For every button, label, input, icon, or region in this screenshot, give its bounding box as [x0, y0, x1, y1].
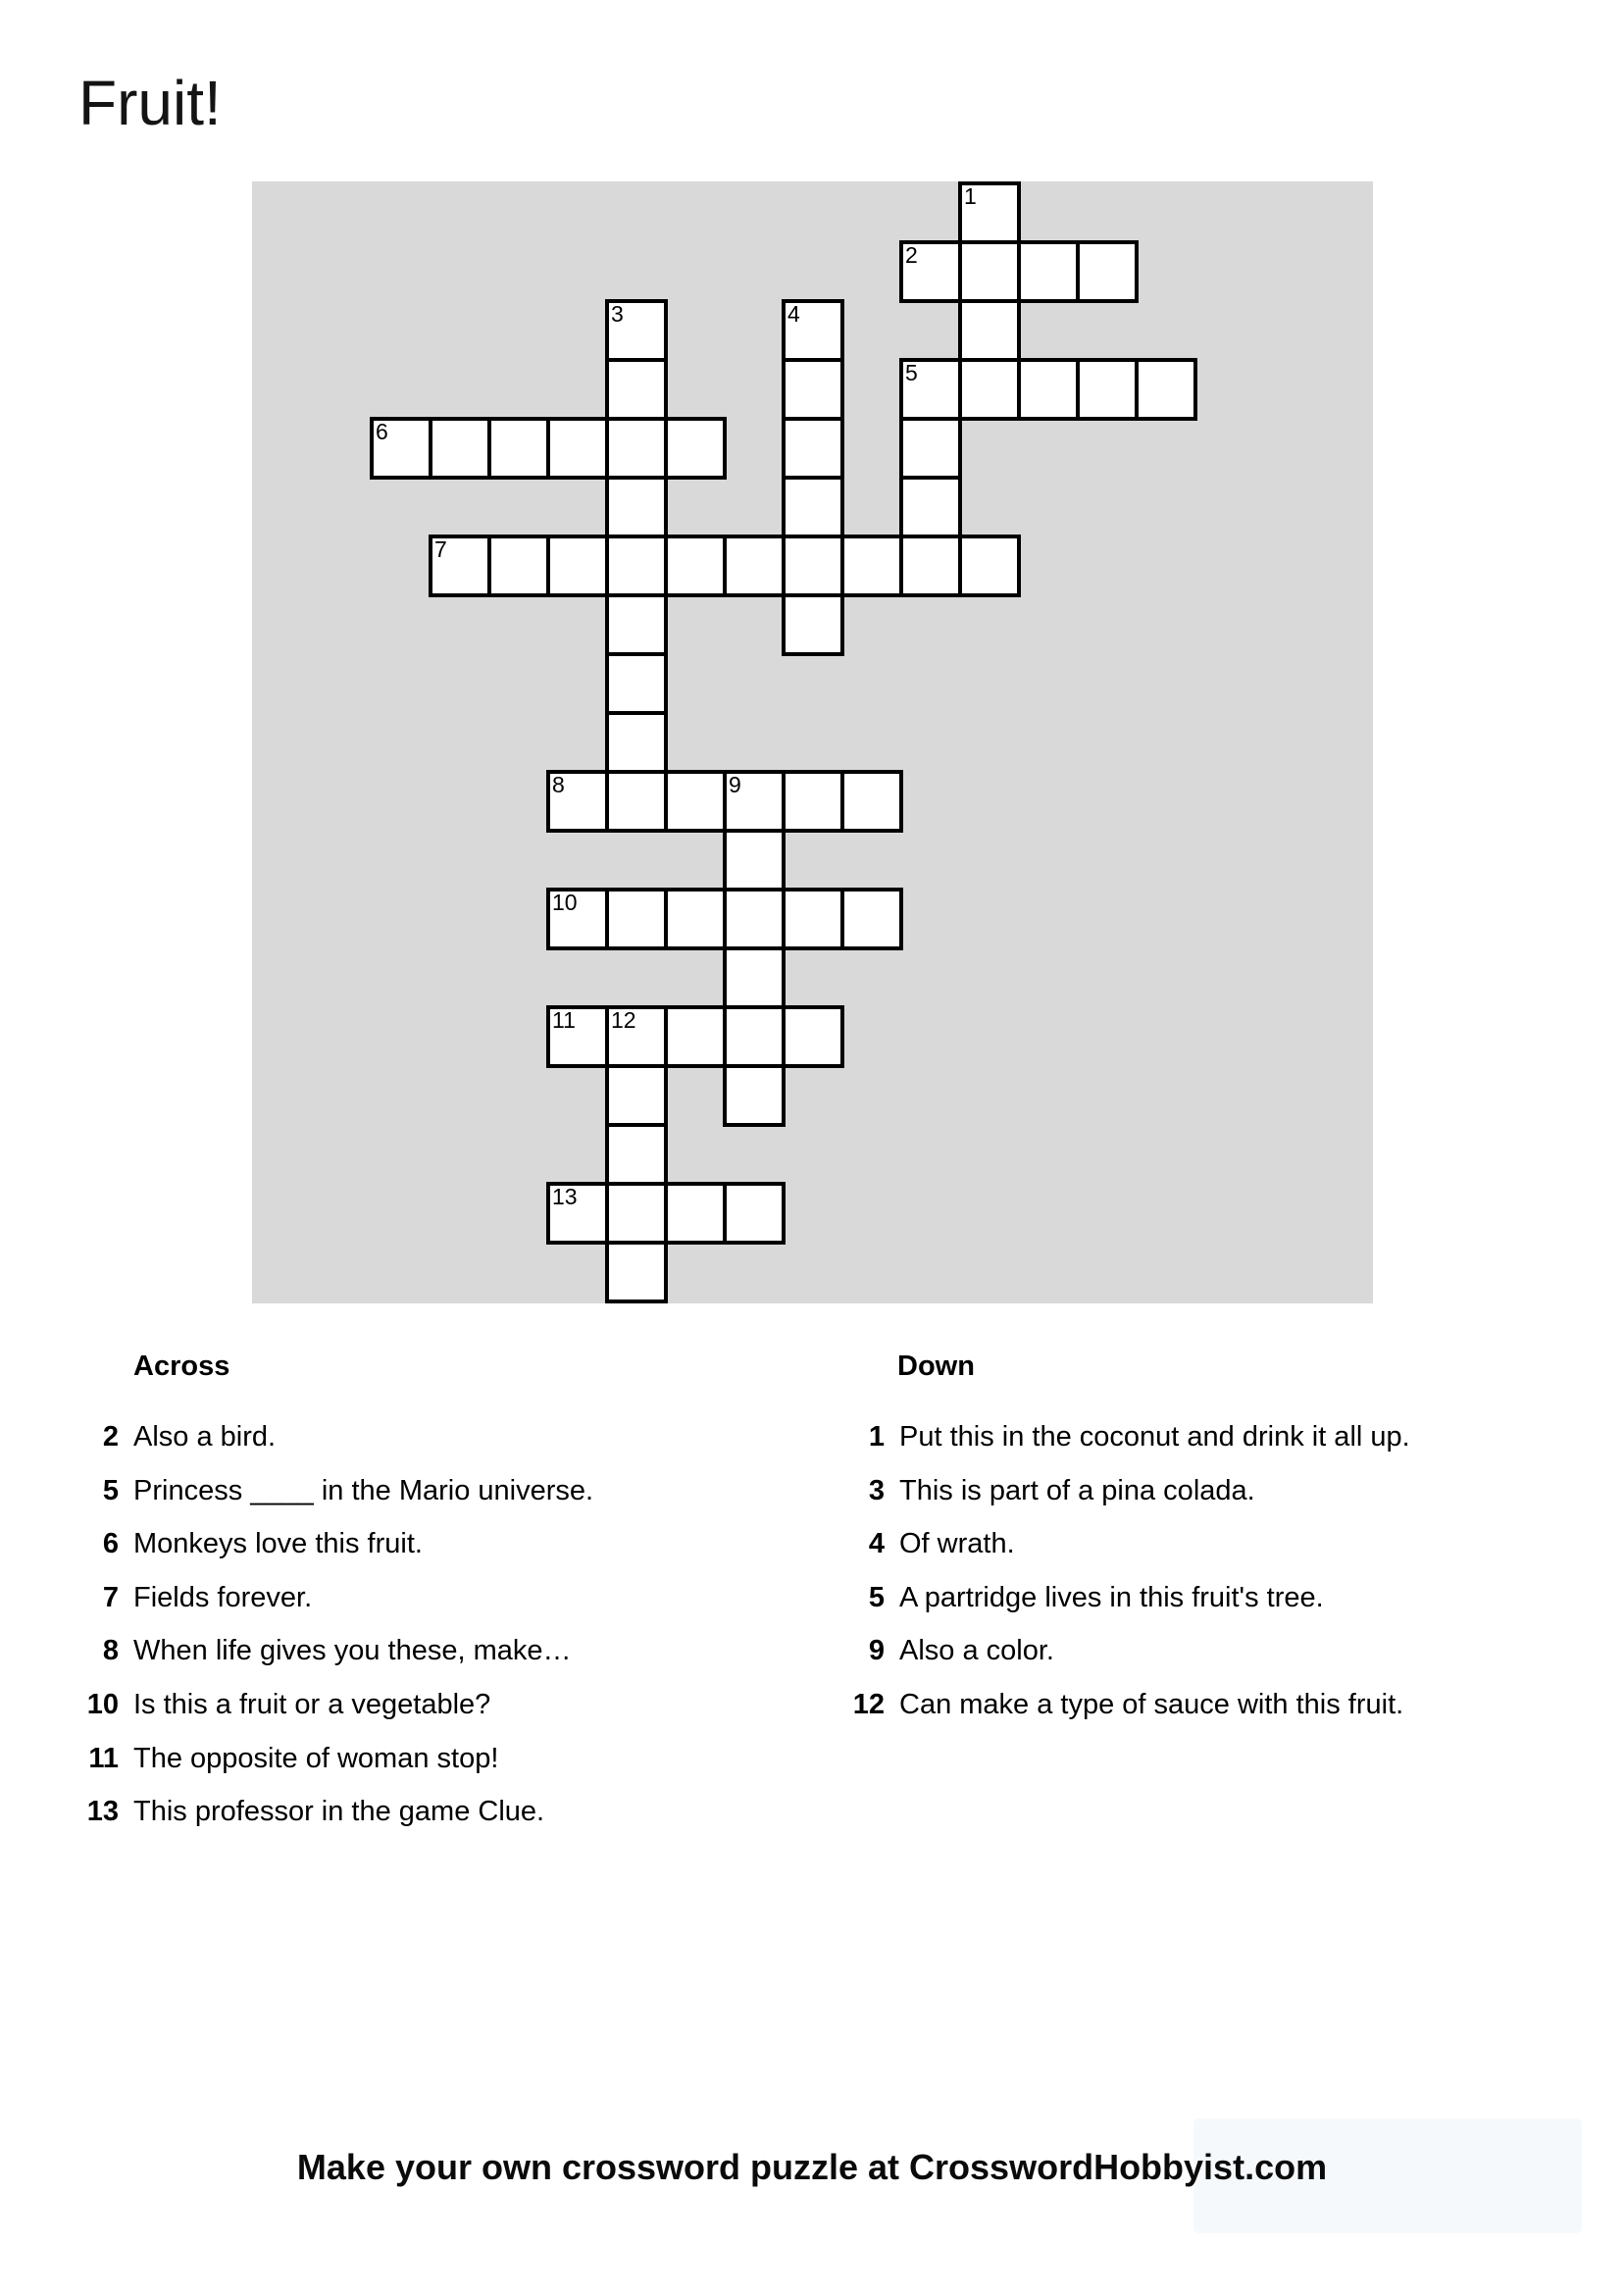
grid-cell[interactable] [546, 888, 609, 950]
clue-row [766, 1421, 1410, 1475]
grid-cell[interactable] [723, 1182, 786, 1245]
clue-text: When life gives you these, make… [133, 1635, 572, 1667]
grid-cell[interactable] [782, 1005, 844, 1068]
grid-cell[interactable] [958, 240, 1021, 303]
grid-cell[interactable] [605, 888, 668, 950]
grid-cell[interactable] [1135, 358, 1197, 421]
grid-cell[interactable] [958, 299, 1021, 362]
grid-cell[interactable] [605, 593, 668, 656]
grid-cell[interactable] [605, 770, 668, 833]
grid-cell[interactable] [664, 417, 727, 480]
clue-text: This professor in the game Clue. [133, 1796, 545, 1828]
cell-number: 9 [729, 772, 741, 797]
clue-row [0, 1689, 593, 1743]
clue-text: Fields forever. [133, 1581, 313, 1613]
clue-row [0, 1582, 593, 1636]
grid-cell[interactable] [546, 1005, 609, 1068]
clue-text: Monkeys love this fruit. [133, 1528, 423, 1560]
cell-number: 6 [376, 419, 388, 444]
cell-number: 8 [552, 772, 565, 797]
clue-number: 10 [86, 1688, 119, 1720]
grid-cell[interactable] [605, 1064, 668, 1127]
clue-text: The opposite of woman stop! [133, 1742, 499, 1774]
grid-cell[interactable] [1017, 358, 1080, 421]
clue-number: 4 [868, 1528, 885, 1560]
clue-number: 2 [102, 1421, 119, 1453]
cell-number: 4 [787, 301, 800, 327]
grid-cell[interactable] [664, 888, 727, 950]
grid-cell[interactable] [840, 888, 903, 950]
clue-text: A partridge lives in this fruit's tree. [899, 1581, 1324, 1613]
grid-cell[interactable] [605, 1241, 668, 1303]
clue-number: 6 [102, 1528, 119, 1560]
clue-row [0, 1796, 593, 1850]
grid-cell[interactable] [664, 535, 727, 597]
grid-cell[interactable] [782, 535, 844, 597]
clue-number: 11 [88, 1742, 119, 1774]
grid-cell[interactable] [487, 535, 550, 597]
grid-cell[interactable] [723, 829, 786, 892]
grid-cell[interactable] [1076, 240, 1139, 303]
grid-cell[interactable] [546, 770, 609, 833]
grid-cell[interactable] [605, 535, 668, 597]
across-heading: Across [133, 1351, 230, 1382]
grid-cell[interactable] [664, 1182, 727, 1245]
grid-cell[interactable] [782, 770, 844, 833]
grid-cell[interactable] [958, 535, 1021, 597]
clue-number: 5 [102, 1474, 119, 1506]
cell-number: 7 [434, 536, 447, 562]
crossword-board [252, 181, 1373, 1303]
clue-row [0, 1421, 593, 1475]
grid-cell[interactable] [605, 358, 668, 421]
grid-cell[interactable] [605, 711, 668, 774]
grid-cell[interactable] [429, 535, 491, 597]
grid-cell[interactable] [605, 299, 668, 362]
clue-number: 5 [868, 1581, 885, 1613]
grid-cell[interactable] [899, 358, 962, 421]
clue-text: This is part of a pina colada. [899, 1474, 1255, 1506]
grid-cell[interactable] [723, 1064, 786, 1127]
grid-cell[interactable] [840, 535, 903, 597]
grid-cell[interactable] [429, 417, 491, 480]
grid-cell[interactable] [899, 476, 962, 538]
clue-row [0, 1635, 593, 1689]
clue-text: Princess ____ in the Mario universe. [133, 1474, 594, 1506]
down-heading: Down [897, 1351, 975, 1382]
grid-cell[interactable] [782, 476, 844, 538]
cell-number: 10 [552, 890, 578, 915]
grid-cell[interactable] [782, 888, 844, 950]
clue-text: Put this in the coconut and drink it all up. [899, 1421, 1410, 1453]
grid-cell[interactable] [723, 535, 786, 597]
cell-number: 2 [905, 242, 918, 268]
grid-cell[interactable] [782, 358, 844, 421]
grid-cell[interactable] [370, 417, 432, 480]
clue-text: Also a color. [899, 1635, 1054, 1667]
grid-cell[interactable] [664, 1005, 727, 1068]
down-clue-list [766, 1421, 1410, 1743]
grid-cell[interactable] [546, 1182, 609, 1245]
clue-number: 9 [868, 1635, 885, 1667]
grid-cell[interactable] [899, 535, 962, 597]
grid-cell[interactable] [1076, 358, 1139, 421]
grid-cell[interactable] [546, 535, 609, 597]
cell-number: 1 [964, 183, 977, 209]
grid-cell[interactable] [605, 476, 668, 538]
grid-cell[interactable] [605, 1182, 668, 1245]
clue-number: 8 [102, 1635, 119, 1667]
clue-number: 1 [868, 1421, 885, 1453]
clue-text: Also a bird. [133, 1421, 277, 1453]
grid-cell[interactable] [958, 181, 1021, 244]
clue-row [766, 1475, 1410, 1529]
clue-row [766, 1689, 1410, 1743]
grid-cell[interactable] [782, 299, 844, 362]
grid-cell[interactable] [605, 1005, 668, 1068]
grid-cell[interactable] [723, 1005, 786, 1068]
clue-row [766, 1635, 1410, 1689]
grid-cell[interactable] [664, 770, 727, 833]
grid-cell[interactable] [1017, 240, 1080, 303]
clue-number: 7 [102, 1581, 119, 1613]
across-clue-list [0, 1421, 593, 1850]
grid-cell[interactable] [487, 417, 550, 480]
clue-text: Of wrath. [899, 1528, 1015, 1560]
cell-number: 12 [611, 1007, 636, 1033]
cell-number: 13 [552, 1184, 578, 1209]
clue-number: 3 [868, 1474, 885, 1506]
clue-text: Is this a fruit or a vegetable? [133, 1688, 491, 1720]
grid-cell[interactable] [782, 593, 844, 656]
grid-cell[interactable] [546, 417, 609, 480]
grid-cell[interactable] [899, 417, 962, 480]
grid-cell[interactable] [899, 240, 962, 303]
cell-number: 11 [552, 1007, 576, 1033]
clue-row [0, 1743, 593, 1797]
grid-cell[interactable] [840, 770, 903, 833]
grid-cell[interactable] [723, 946, 786, 1009]
grid-cell[interactable] [605, 1123, 668, 1186]
grid-cell[interactable] [723, 888, 786, 950]
grid-cell[interactable] [723, 770, 786, 833]
clue-number: 12 [852, 1688, 885, 1720]
clue-row [0, 1528, 593, 1582]
clue-row [0, 1475, 593, 1529]
cell-number: 3 [611, 301, 624, 327]
clue-text: Can make a type of sauce with this fruit. [899, 1688, 1404, 1720]
clue-number: 13 [86, 1796, 119, 1828]
clue-row [766, 1582, 1410, 1636]
cell-number: 5 [905, 360, 918, 385]
grid-cell[interactable] [782, 417, 844, 480]
grid-cell[interactable] [605, 417, 668, 480]
footer-promo-text: Make your own crossword puzzle at CrosswordHobbyist.com [296, 2147, 1328, 2187]
page-title: Fruit! [78, 68, 222, 138]
grid-cell[interactable] [605, 652, 668, 715]
clue-row [766, 1528, 1410, 1582]
grid-cell[interactable] [958, 358, 1021, 421]
